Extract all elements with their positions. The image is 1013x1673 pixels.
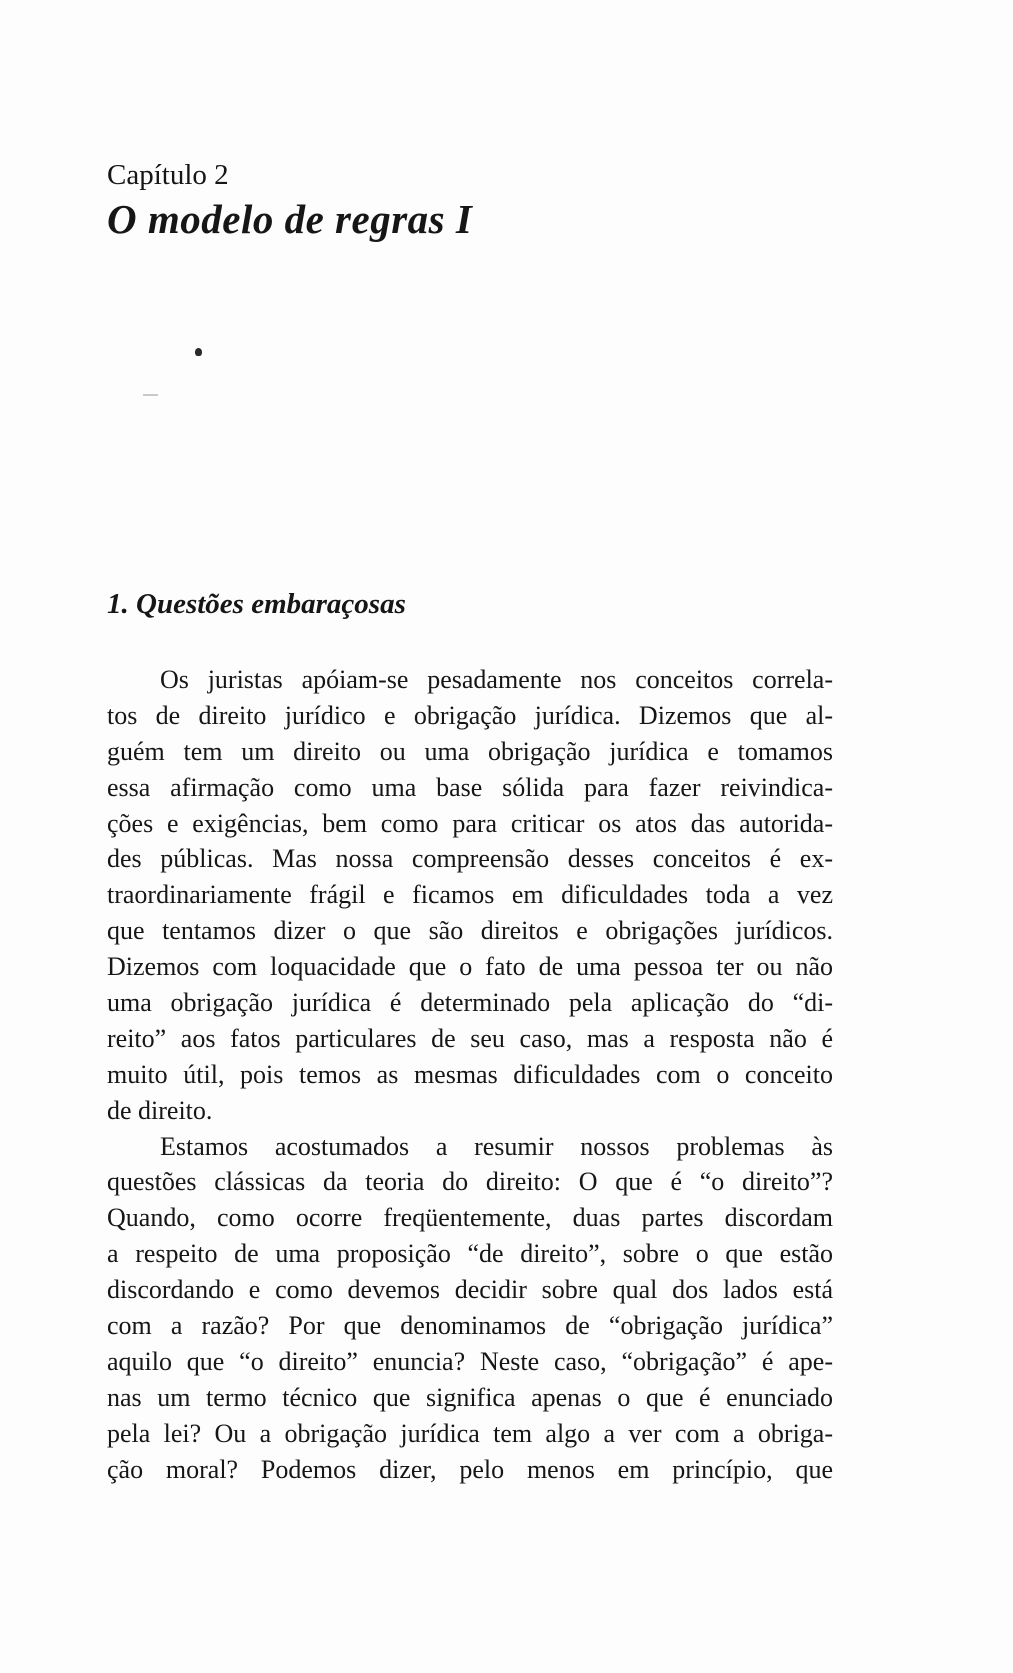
text-line: tos de direito jurídico e obrigação jurídica. Dizemos que al- [107, 700, 833, 730]
page-content [107, 158, 833, 1487]
section-heading: 1. Questões embaraçosas [107, 588, 406, 620]
text-line: essa afirmação como uma base sólida para fazer reivindica- [107, 772, 833, 802]
text-line: nas um termo técnico que significa apenas o que é enunciado [107, 1382, 833, 1412]
text-line: muito útil, pois temos as mesmas dificuldades com o conceito [107, 1059, 833, 1089]
text-line: traordinariamente frágil e ficamos em dificuldades toda a vez [107, 880, 833, 910]
text-line: uma obrigação jurídica é determinado pela aplicação do “di- [107, 988, 833, 1018]
text-line: Os juristas apóiam-se pesadamente nos conceitos correla- [160, 665, 833, 694]
text-line: Estamos acostumados a resumir nossos problemas às [160, 1131, 833, 1161]
text-line: ções e exigências, bem como para criticar os atos das autorida- [107, 808, 833, 838]
chapter-label: Capítulo 2 [107, 159, 229, 191]
text-line: guém tem um direito ou uma obrigação jurídica e tomamos [107, 736, 833, 766]
body-text [107, 662, 833, 1487]
paragraph [107, 1129, 833, 1488]
text-line: com a razão? Por que denominamos de “obrigação jurídica” [107, 1311, 833, 1341]
text-line: pela lei? Ou a obrigação jurídica tem algo a ver com a obriga- [107, 1418, 833, 1448]
text-line: aquilo que “o direito” enuncia? Neste caso, “obrigação” é ape- [107, 1346, 833, 1376]
chapter-title: O modelo de regras I [107, 196, 473, 242]
text-line: a respeito de uma proposição “de direito”, sobre o que estão [107, 1239, 833, 1269]
text-line: des públicas. Mas nossa compreensão desses conceitos é ex- [107, 844, 833, 874]
text-line: questões clássicas da teoria do direito: O que é “o direito”? [107, 1167, 833, 1197]
text-line: reito” aos fatos particulares de seu caso, mas a resposta não é [107, 1023, 833, 1053]
text-line: discordando e como devemos decidir sobre qual dos lados está [107, 1275, 833, 1305]
text-line: que tentamos dizer o que são direitos e obrigações jurídicos. [107, 916, 833, 946]
text-line: Quando, como ocorre freqüentemente, duas partes discordam [107, 1203, 833, 1233]
text-line: Dizemos com loquacidade que o fato de uma pessoa ter ou não [107, 952, 833, 982]
paragraph [107, 662, 833, 1129]
text-line: ção moral? Podemos dizer, pelo menos em princípio, que [107, 1454, 833, 1484]
text-line: de direito. [107, 1095, 213, 1125]
